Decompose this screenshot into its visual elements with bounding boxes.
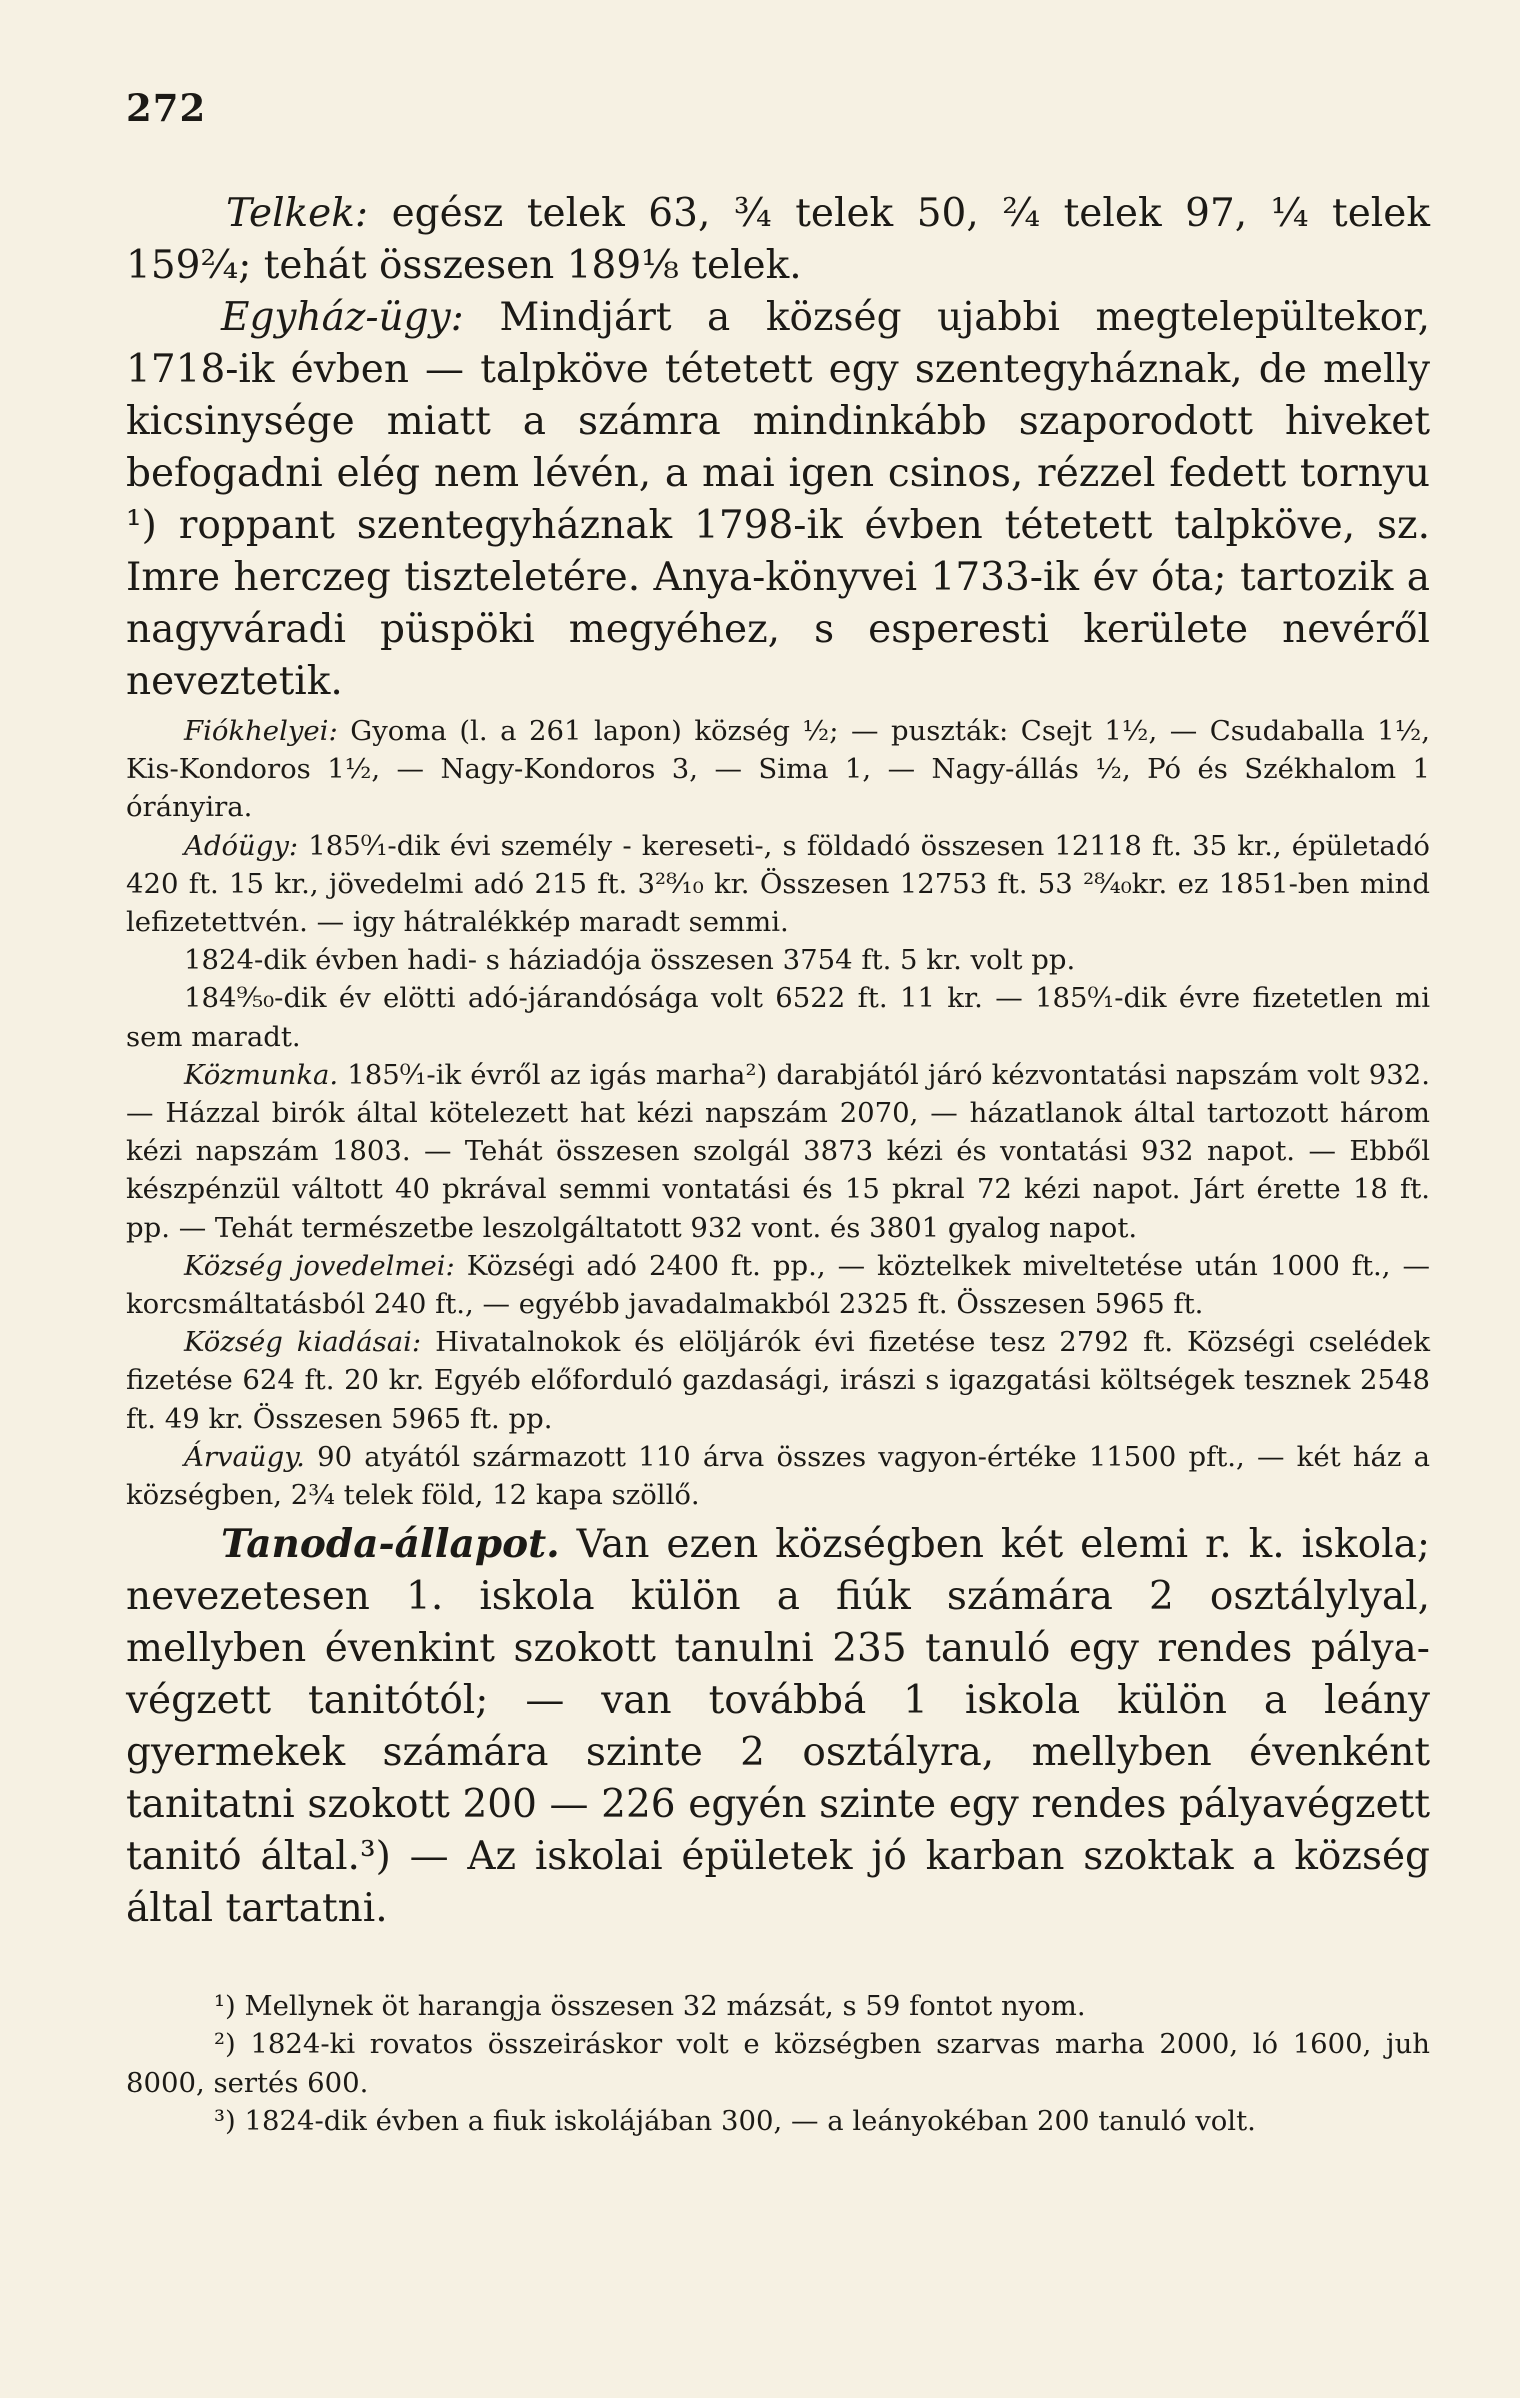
footnotes [126,1987,1430,2140]
paragraph-kozmunka [126,1056,1430,1247]
text-adougy: 185⁰⁄₁-dik évi személy - kereseti-, s földadó összesen 12118 ft. 35 kr., épületadó 420 ft. 15 kr., jövedelmi adó 215 ft. 3²⁸⁄₁₀ kr. Összesen 12753 ft. 53 ²⁸⁄₄₀kr. ez 1851-ben mind lefizetettvén. — igy hátralékkép maradt semmi. [126,829,1430,939]
text-arvaugy: 90 atyától származott 110 árva összes vagyon-értéke 11500 pft., — két ház a községben, 2¾ telek föld, 12 kapa szöllő. [126,1440,1430,1512]
small-text-section [126,712,1430,1514]
text-ado-jarandosag: 184⁹⁄₅₀-dik év elötti adó-járandósága volt 6522 ft. 11 kr. — 185⁰⁄₁-dik évre fizetetlen mi sem maradt. [126,982,1430,1053]
lead-tanoda: Tanoda-állapot. [221,1521,560,1568]
footnote-gap [126,1935,1430,1987]
text-hadi-ado: 1824-dik évben hadi- s háziadója összesen 3754 ft. 5 kr. volt pp. [184,944,1076,977]
text-kozseg-jovedelmei: Községi adó 2400 ft. pp., — köztelkek miveltetése után 1000 ft., — korcsmáltatásból 240 ft., — egyébb javadalmakból 2325 ft. Összesen 5965 ft. [126,1249,1431,1321]
text-tanoda: Van ezen községben két elemi r. k. iskola; nevezetesen 1. iskola külön a fiúk számára 2 osztálylyal, mellyben évenkint szokott tanulni 235 tanuló egy rendes pálya-végzett tanitótól; — van továbbá 1 iskola külön a leány gyermekek számára szinte 2 osztályra, mellyben évenként tanitatni szokott 200 — 226 egyén szinte egy rendes pályavégzett tanitó által.³) — Az iskolai épületek jó karban szoktak a község által tartatni. [126,1522,1430,1932]
text-fiokhelyei: Gyoma (l. a 261 lapon) község ½; — puszták: Csejt 1½, — Csudaballa 1½, Kis-Kondoros 1½, — Nagy-Kondoros 3, — Sima 1, — Nagy-állás ½, Pó és Székhalom 1 órányira. [126,715,1430,824]
text-egyhaz-ugy: Mindjárt a község ujabbi megtelepültekor, 1718-ik évben — talpköve tétetett egy szentegyháznak, de melly kicsinysége miatt a számra mindinkább szaporodott hiveket befogadni elég nem lévén, a mai igen csinos, rézzel fedett tornyu ¹) roppant szentegyháznak 1798-ik évben tétetett talpköve, sz. Imre herczeg tiszteletére. Anya-könyvei 1733-ik év óta; tartozik a nagyváradi püspöki megyéhez, s esperesti kerülete nevéről neveztetik. [126,295,1430,704]
lead-arvaugy: Árvaügy. [184,1440,305,1473]
lead-egyhaz-ugy: Egyház-ügy: [221,295,464,340]
lead-kozseg-jovedelmei: Község jovedelmei: [184,1249,455,1282]
text-kozmunka: 185⁰⁄₁-ik évről az igás marha²) darabjától járó kézvontatási napszám volt 932. — Házzal birók által kötelezett hat kézi napszám 2070, — házatlanok által tartozott három kézi napszám 1803. — Tehát összesen szolgál 3873 kézi és vontatási 932 napot. — Ebből készpénzül váltott 40 pkrával semmi vontatási és 15 pkral 72 kézi napot. Járt érette 18 ft. pp. — Tehát természetbe leszolgáltatott 932 vont. és 3801 gyalog napot. [126,1058,1430,1244]
paragraph-egyhaz-ugy [126,292,1430,708]
paragraph-ado-jarandosag [126,979,1430,1055]
paragraph-fiokhelyei [126,712,1430,827]
paragraph-hadi-ado [126,941,1430,979]
paragraph-kozseg-jovedelmei [126,1247,1430,1323]
footnote-2: ²) 1824-ki rovatos összeiráskor volt e községben szarvas marha 2000, ló 1600, juh 8000, sertés 600. [126,2028,1430,2099]
text-kozseg-kiadasai: Hivatalnokok és elöljárók évi fizetése tesz 2792 ft. Községi cselédek fizetése 624 ft. 20 kr. Egyéb előforduló gazdasági, irászi s igazgatási költségek tesznek 2548 ft. 49 kr. Összesen 5965 ft. pp. [126,1326,1430,1435]
lead-fiokhelyei: Fiókhelyei: [184,715,338,747]
paragraph-tanoda [126,1518,1430,1935]
tanoda-section [126,1518,1430,1935]
main-text [126,188,1430,708]
lead-kozmunka: Közmunka. [184,1058,339,1091]
paragraph-telkek [126,188,1430,292]
paragraph-arvaugy [126,1438,1430,1514]
text-telkek: egész telek 63, ¾ telek 50, ²⁄₄ telek 97, ¼ telek 159²⁄₄; tehát összesen 189⅛ telek. [126,191,1430,288]
page-number: 272 [126,86,207,130]
paragraph-adougy [126,827,1430,942]
paragraph-kozseg-kiadasai [126,1323,1430,1438]
footnote-1: ¹) Mellynek öt harangja összesen 32 mázsát, s 59 fontot nyom. [214,1990,1086,2023]
lead-kozseg-kiadasai: Község kiadásai: [184,1326,422,1359]
lead-telkek: Telkek: [226,191,369,236]
lead-adougy: Adóügy: [184,829,299,862]
footnote-3: ³) 1824-dik évben a fiuk iskolájában 300, — a leányokéban 200 tanuló volt. [214,2104,1256,2137]
